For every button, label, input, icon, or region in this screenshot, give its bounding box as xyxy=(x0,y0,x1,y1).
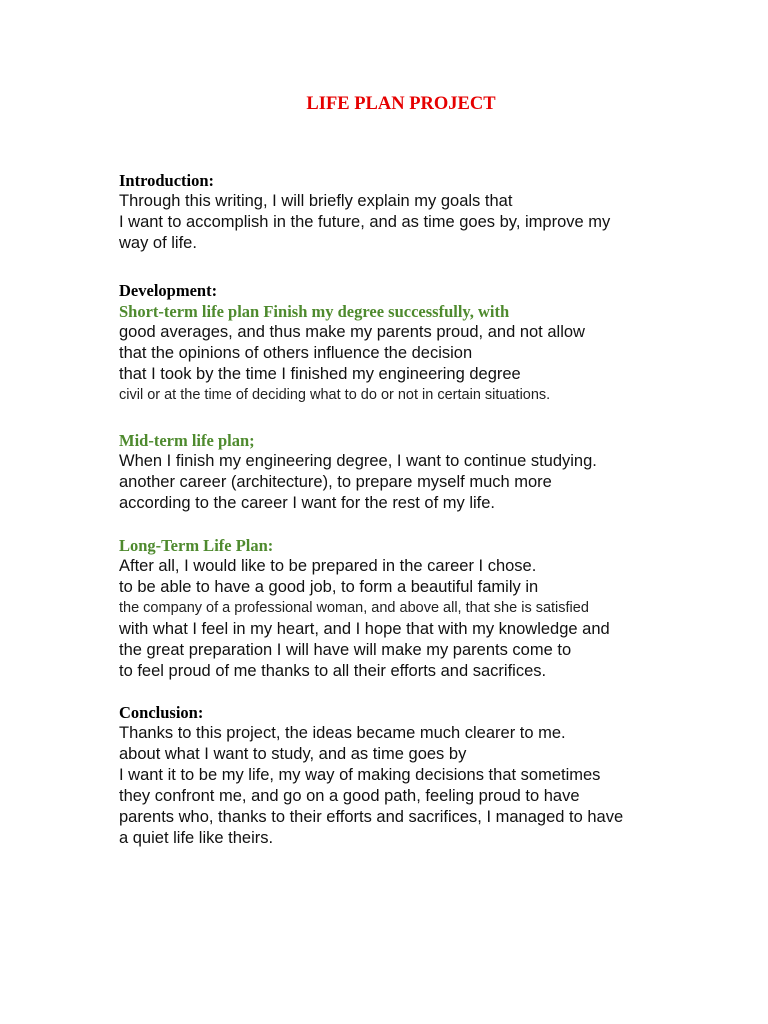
development-section xyxy=(119,280,719,406)
introduction-line: way of life. xyxy=(119,234,197,252)
long-term-line: to be able to have a good job, to form a beautiful family in xyxy=(119,578,539,596)
conclusion-heading: Conclusion: xyxy=(119,703,204,722)
mid-term-section xyxy=(119,430,719,514)
long-term-line: the great preparation I will have will make my parents come to xyxy=(119,641,572,659)
mid-term-line: another career (architecture), to prepare myself much more xyxy=(119,473,552,491)
introduction-line: Through this writing, I will briefly explain my goals that xyxy=(119,192,513,210)
development-line: civil or at the time of deciding what to do or not in certain situations. xyxy=(119,387,551,403)
introduction-section xyxy=(119,170,719,254)
introduction-heading: Introduction: xyxy=(119,171,215,190)
long-term-line: to feel proud of me thanks to all their efforts and sacrifices. xyxy=(119,662,547,680)
long-term-line: the company of a professional woman, and above all, that she is satisfied xyxy=(119,600,589,616)
long-term-line: After all, I would like to be prepared in the career I chose. xyxy=(119,557,537,575)
introduction-line: I want to accomplish in the future, and as time goes by, improve my xyxy=(119,213,611,231)
mid-term-line: When I finish my engineering degree, I want to continue studying. xyxy=(119,452,597,470)
long-term-section xyxy=(119,535,719,682)
development-heading: Development: xyxy=(119,281,218,300)
long-term-line: with what I feel in my heart, and I hope that with my knowledge and xyxy=(119,620,610,638)
conclusion-section xyxy=(119,702,719,849)
document-title: LIFE PLAN PROJECT xyxy=(306,94,496,114)
conclusion-line: I want it to be my life, my way of making decisions that sometimes xyxy=(119,766,601,784)
conclusion-line: a quiet life like theirs. xyxy=(119,829,274,847)
development-line: that I took by the time I finished my engineering degree xyxy=(119,365,521,383)
development-line: good averages, and thus make my parents proud, and not allow xyxy=(119,323,585,341)
conclusion-line: Thanks to this project, the ideas became much clearer to me. xyxy=(119,724,566,742)
long-term-heading: Long-Term Life Plan: xyxy=(119,536,274,555)
development-line: that the opinions of others influence the decision xyxy=(119,344,473,362)
conclusion-line: parents who, thanks to their efforts and sacrifices, I managed to have xyxy=(119,808,624,826)
conclusion-line: about what I want to study, and as time goes by xyxy=(119,745,467,763)
conclusion-line: they confront me, and go on a good path, feeling proud to have xyxy=(119,787,580,805)
short-term-heading: Short-term life plan Finish my degree successfully, with xyxy=(119,302,510,321)
mid-term-line: according to the career I want for the rest of my life. xyxy=(119,494,496,512)
mid-term-heading: Mid-term life plan; xyxy=(119,431,255,450)
